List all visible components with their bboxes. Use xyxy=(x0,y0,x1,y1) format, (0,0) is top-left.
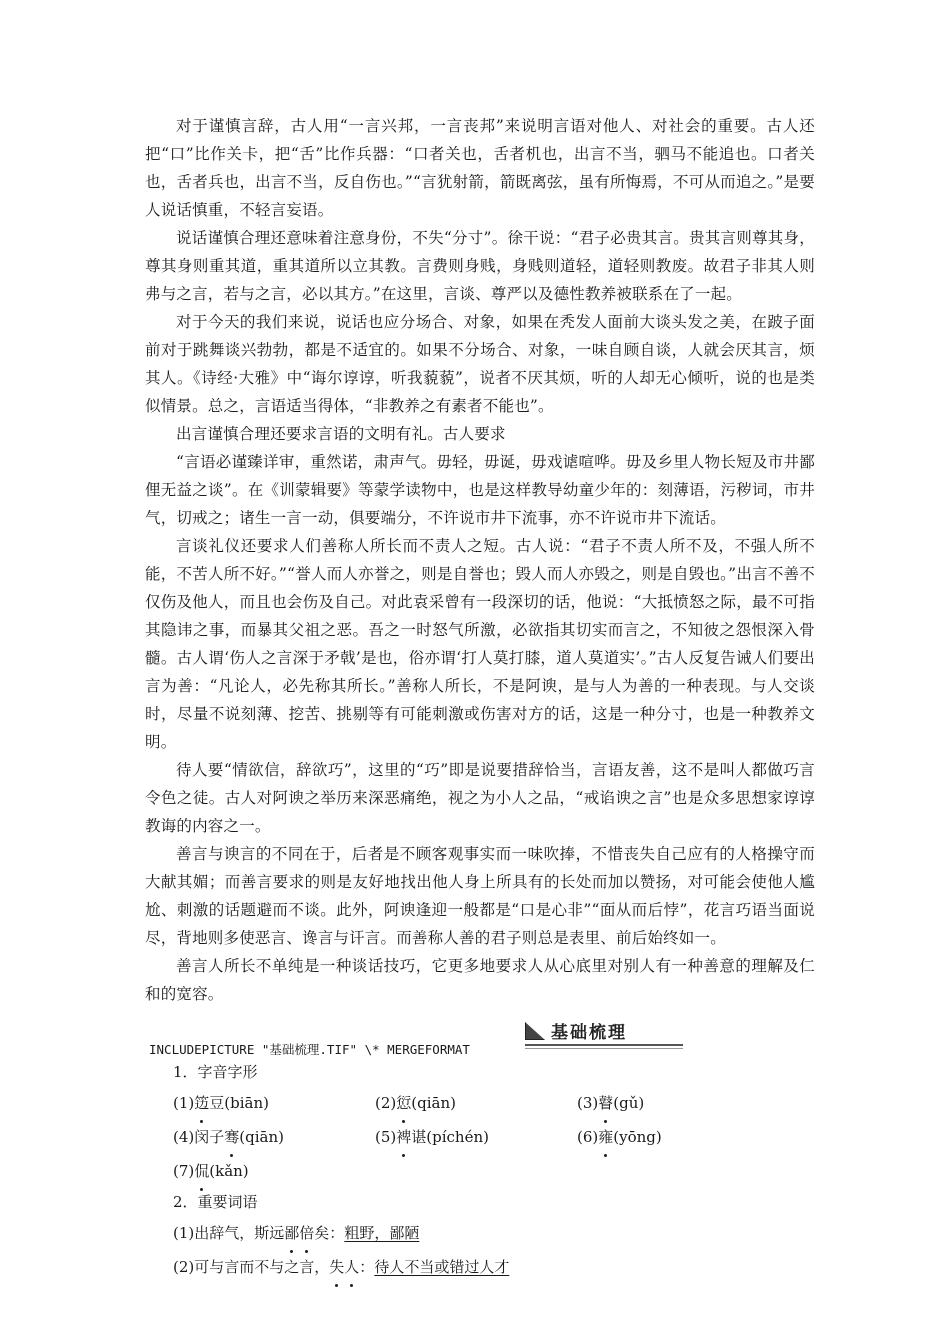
paragraph-4: 出言谨慎合理还要求言语的文明有礼。古人要求 xyxy=(176,425,506,443)
pronunciation-item: (4)闵子骞(qiān) xyxy=(173,1120,375,1154)
paragraph-7: 待人要“情欲信，辞欲巧”，这里的“巧”即是说要措辞恰当，言语友善，这不是叫人都做巧言令色之徒。古人对阿谀之举历来深恶痛绝，视之为小人之品，“戒谄谀之言”也是众多思想家谆谆教诲的内容之一。 xyxy=(145,761,815,835)
pronunciation-row xyxy=(145,1086,815,1120)
section-title-vocabulary: 2．重要词语 xyxy=(173,1193,258,1211)
pronunciation-row xyxy=(145,1154,815,1188)
section-header-title: 基础梳理 xyxy=(551,1023,627,1043)
section-header-image xyxy=(525,1018,683,1052)
paragraph-8: 善言与谀言的不同在于，后者是不顾客观事实而一味吹捧，不惜丧失自己应有的人格操守而大献其媚；而善言要求的则是友好地找出他人身上所具有的长处而加以赞扬，对可能会使他人尴尬、刺激的话题避而不谈。此外，阿谀逢迎一般都是“口是心非”“面从而后悖”，花言巧语当面说尽，背地则多使恶言、谗言与讦言。而善称人善的君子则总是表里、前后始终如一。 xyxy=(145,845,815,947)
vocabulary-answer: 待人不当或错过人才 xyxy=(374,1258,510,1276)
paragraph-1: 对于谨慎言辞，古人用“一言兴邦，一言丧邦”来说明言语对他人、对社会的重要。古人还把“口”比作关卡，把“舌”比作兵器：“口者关也，舌者机也，出言不当，驷马不能追也。口者关也，舌者兵也，出言不当，反自伤也。”“言犹射箭，箭既离弦，虽有所悔焉，不可从而追之。”是要人说话慎重，不轻言妄语。 xyxy=(145,117,815,219)
paragraph-2: 说话谨慎合理还意味着注意身份，不失“分寸”。徐干说：“君子必贵其言。贵其言则尊其身，尊其身则重其道，重其道所以立其教。言费则身贱，身贱则道轻，道轻则教废。故君子非其人则弗与之言，若与之言，必以其方。”在这里，言谈、尊严以及德性教养被联系在了一起。 xyxy=(145,229,815,303)
vocabulary-item: (2)可与言而不与之言，失人：待人不当或错过人才 xyxy=(145,1250,815,1284)
field-code-text: INCLUDEPICTURE "基础梳理.TIF" \* MERGEFORMAT xyxy=(149,1042,470,1057)
document-page xyxy=(145,112,815,1284)
paragraph-5: “言语必谨臻详审，重然诺，肃声气。毋轻，毋诞，毋戏谑喧哗。毋及乡里人物长短及市井鄙俚无益之谈”。在《训蒙辑要》等蒙学读物中，也是这样教导幼童少年的：刻薄语，污秽词，市井气，切戒之；诸生一言一动，俱要端分，不许说市井下流事，亦不许说市井下流话。 xyxy=(145,453,815,527)
pronunciation-row xyxy=(145,1120,815,1154)
vocabulary-answer: 粗野，鄙陋 xyxy=(344,1224,420,1242)
pronunciation-item: (2)愆(qiān) xyxy=(375,1086,577,1120)
pronunciation-item: (5)裨谌(píchén) xyxy=(375,1120,577,1154)
header-rule-thin xyxy=(525,1048,683,1049)
header-rule xyxy=(525,1044,683,1046)
triangle-icon xyxy=(525,1022,545,1040)
vocabulary-item: (1)出辞气，斯远鄙倍矣：粗野，鄙陋 xyxy=(145,1216,815,1250)
pronunciation-item: (1)笾豆(biān) xyxy=(173,1086,375,1120)
paragraph-6: 言谈礼仪还要求人们善称人所长而不责人之短。古人说：“君子不责人所不及，不强人所不能，不苦人所不好。”“誉人而人亦誉之，则是自誉也；毁人而人亦毁之，则是自毁也。”出言不善不仅伤及他人，而且也会伤及自己。对此袁采曾有一段深切的话，他说：“大抵愤怒之际，最不可指其隐讳之事，而暴其父祖之恶。吾之一时怒气所激，必欲指其切实而言之，不知彼之怨恨深入骨髓。古人谓‘伤人之言深于矛戟’是也，俗亦谓‘打人莫打膝，道人莫道实’。”古人反复告诫人们要出言为善：“凡论人，必先称其所长。”善称人所长，不是阿谀，是与人为善的一种表现。与人交谈时，尽量不说刻薄、挖苦、挑剔等有可能刺激或伤害对方的话，这是一种分寸，也是一种教养文明。 xyxy=(145,537,815,751)
paragraph-3: 对于今天的我们来说，说话也应分场合、对象，如果在秃发人面前大谈头发之美，在跛子面前对于跳舞谈兴勃勃，都是不适宜的。如果不分场合、对象，一味自顾自谈，人就会厌其言，烦其人。《诗经·大雅》中“诲尔谆谆，听我藐藐”，说者不厌其烦，听的人却无心倾听，说的也是类似情景。总之，言语适当得体，“非教养之有素者不能也”。 xyxy=(145,313,816,415)
pronunciation-item: (3)瞽(gǔ) xyxy=(577,1086,779,1120)
pronunciation-item: (6)雍(yōng) xyxy=(577,1120,779,1154)
section-header xyxy=(145,1010,815,1058)
pronunciation-item: (7)侃(kǎn) xyxy=(173,1154,375,1188)
section-title-pronunciation: 1．字音字形 xyxy=(173,1063,258,1081)
paragraph-9: 善言人所长不单纯是一种谈话技巧，它更多地要求人从心底里对别人有一种善意的理解及仁和的宽容。 xyxy=(145,957,815,1003)
